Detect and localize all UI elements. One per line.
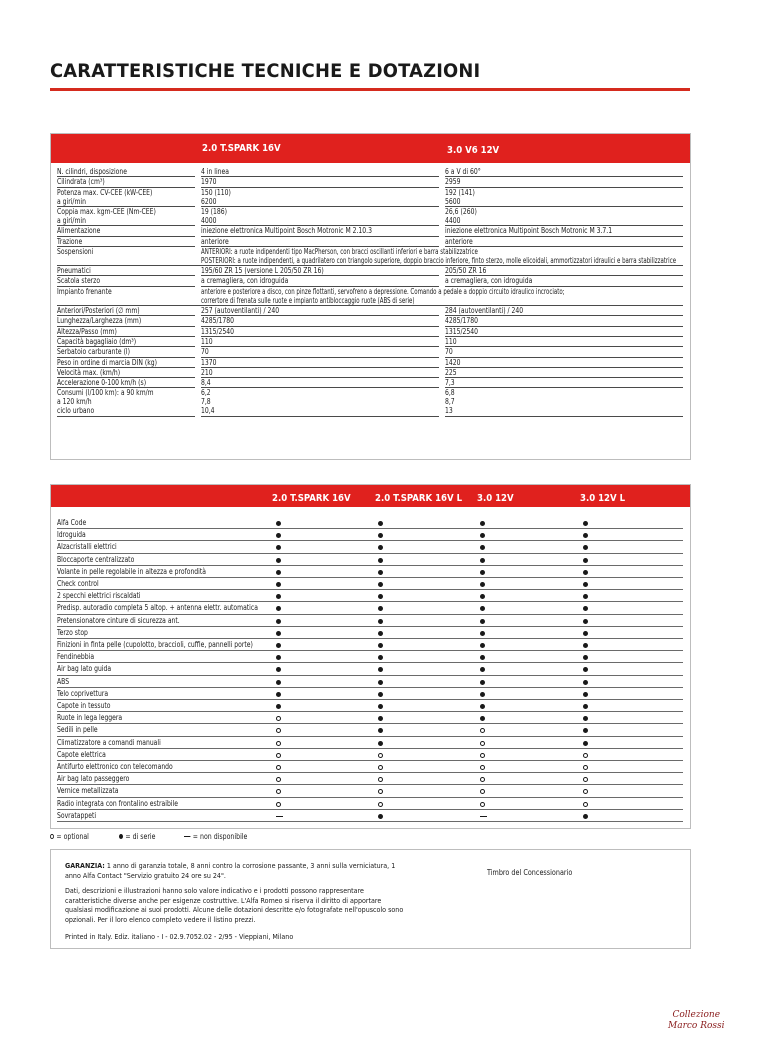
equip-row-rule — [57, 687, 683, 688]
optional-circle-icon — [276, 716, 281, 721]
tech-label-18-0: Consumi (l/100 km): a 90 km/m — [57, 388, 154, 398]
standard-dot-icon — [378, 643, 383, 648]
tech-v1-0-0: 4 in linea — [201, 167, 229, 176]
tech-row-rule — [201, 346, 439, 347]
standard-dot-icon — [276, 692, 281, 697]
tech-label-8-0: Scatola sterzo — [57, 276, 101, 286]
tech-v2-12-0: 1315/2540 — [445, 326, 479, 336]
tech-row-rule — [445, 346, 683, 347]
tech-row-rule — [201, 326, 439, 327]
equip-row-label: Air bag lato guida — [57, 664, 112, 674]
tech-col1-header: 2.0 T.SPARK 16V — [202, 143, 281, 154]
standard-dot-icon — [583, 814, 588, 819]
tech-v1-10-0: 257 (autoventilanti) / 240 — [201, 306, 280, 315]
standard-dot-icon — [378, 533, 383, 538]
equip-row-rule — [57, 772, 683, 773]
collection-line-2: Marco Rossi — [668, 1021, 725, 1031]
tech-label-6-0: Sospensioni — [57, 246, 94, 256]
equip-row-label: Volante in pelle regolabile in altezza e profondità — [57, 566, 206, 576]
tech-header-band — [51, 134, 690, 163]
optional-circle-icon — [480, 777, 485, 782]
equip-col2-header: 2.0 T.SPARK 16V L — [375, 493, 463, 504]
tech-row-rule — [201, 206, 439, 207]
standard-dot-icon — [480, 692, 485, 697]
tech-label-10-0: Anteriori/Posteriori (∅ mm) — [57, 306, 140, 315]
optional-circle-icon — [276, 728, 281, 733]
tech-row-rule — [201, 336, 439, 337]
legend-standard — [119, 832, 156, 841]
standard-dot-icon — [583, 692, 588, 697]
standard-dot-icon — [276, 680, 281, 685]
optional-circle-icon — [276, 753, 281, 758]
standard-dot-icon — [378, 814, 383, 819]
optional-circle-icon — [276, 789, 281, 794]
tech-row-rule — [201, 176, 439, 177]
equip-row-label: Capote elettrica — [57, 749, 106, 759]
tech-row-rule — [201, 187, 439, 188]
equip-row-label: Vernice metallizzata — [57, 786, 119, 796]
optional-circle-icon — [378, 789, 383, 794]
tech-label-5-0: Trazione — [57, 236, 83, 246]
tech-v1-5-0: anteriore — [201, 236, 229, 246]
legend-optional — [50, 832, 89, 841]
standard-dot-icon — [276, 582, 281, 587]
tech-v1-11-0: 4285/1780 — [201, 316, 235, 326]
optional-circle-icon — [480, 753, 485, 758]
standard-dot-icon — [583, 570, 588, 575]
standard-dot-icon — [480, 533, 485, 538]
tech-full-6-0: ANTERIORI: a ruote indipendenti tipo MacPherson, con bracci oscillanti inferiori e barra stabilizzatrice — [201, 246, 478, 256]
standard-dot-icon — [583, 582, 588, 587]
equip-row-label: Air bag lato passeggero — [57, 774, 130, 784]
equip-row-label: Sedili in pelle — [57, 725, 98, 735]
equip-row-label: Sovratappeti — [57, 810, 97, 820]
standard-dot-icon — [583, 667, 588, 672]
tech-row-rule — [201, 357, 439, 358]
legend-na — [184, 832, 247, 841]
standard-dot-icon — [583, 716, 588, 721]
tech-v1-7-0: 195/60 ZR 15 (versione L 205/50 ZR 16) — [201, 266, 324, 276]
standard-dot-icon — [378, 606, 383, 611]
tech-label-9-0: Impianto frenante — [57, 286, 112, 296]
equip-row-label: Idroguida — [57, 530, 86, 540]
standard-dot-icon — [276, 545, 281, 550]
equip-row-label: Fendinebbia — [57, 652, 95, 662]
tech-row-rule — [201, 416, 439, 417]
equip-row-rule — [57, 736, 683, 737]
standard-dot-icon — [583, 619, 588, 624]
equip-row-rule — [57, 577, 683, 578]
collection-line-1: Collezione — [672, 1010, 721, 1020]
standard-dot-icon — [480, 643, 485, 648]
equip-row-label: Radio integrata con frontalino estraibile — [57, 798, 178, 808]
standard-dot-icon — [480, 582, 485, 587]
standard-dot-icon — [276, 606, 281, 611]
equip-row-rule — [57, 675, 683, 676]
standard-dot-icon — [583, 606, 588, 611]
tech-label-15-0: Peso in ordine di marcia DIN (kg) — [57, 357, 157, 367]
tech-label-18-2: ciclo urbano — [57, 406, 95, 416]
standard-dot-icon — [583, 728, 588, 733]
standard-dot-icon — [583, 741, 588, 746]
standard-dot-icon — [480, 704, 485, 709]
equip-col1-header: 2.0 T.SPARK 16V — [272, 493, 351, 504]
tech-row-rule — [445, 336, 683, 337]
equip-row-rule — [57, 760, 683, 761]
tech-v2-3-1: 4400 — [445, 215, 461, 225]
equip-row-rule — [57, 821, 683, 822]
standard-dot-icon — [480, 716, 485, 721]
title-rule — [50, 88, 690, 91]
equip-row-rule — [57, 699, 683, 700]
equip-col4-header: 3.0 12V L — [580, 493, 626, 504]
equip-row-rule — [57, 626, 683, 627]
equip-row-rule — [57, 638, 683, 639]
tech-v1-16-0: 210 — [201, 367, 213, 377]
tech-row-rule — [445, 357, 683, 358]
tech-v1-8-0: a cremagliera, con idroguida — [201, 276, 289, 286]
standard-dot-icon — [480, 655, 485, 660]
standard-dot-icon — [583, 545, 588, 550]
tech-label-3-0: Coppia max. kgm-CEE (Nm-CEE) — [57, 206, 156, 216]
tech-label-12-0: Altezza/Passo (mm) — [57, 326, 117, 336]
optional-circle-icon — [583, 789, 588, 794]
not-available-dash-icon — [480, 816, 487, 817]
tech-v1-4-0: iniezione elettronica Multipoint Bosch Motronic M 2.10.3 — [201, 226, 372, 236]
standard-dot-icon — [378, 570, 383, 575]
page-title: CARATTERISTICHE TECNICHE E DOTAZIONI — [50, 60, 481, 82]
tech-full-9-0: anteriore e posteriore a disco, con pinze flottanti, servofreno a depressione. Comando a pedale a doppio circuito idraulico incrociato; — [201, 286, 565, 296]
standard-dot-icon — [583, 558, 588, 563]
tech-row-rule — [445, 377, 683, 378]
tech-v2-2-1: 5600 — [445, 196, 461, 206]
tech-v2-10-0: 284 (autoventilanti) / 240 — [445, 306, 524, 315]
optional-circle-icon — [480, 765, 485, 770]
warranty-box — [50, 849, 691, 949]
standard-dot-icon — [276, 570, 281, 575]
optional-symbol-icon — [50, 834, 54, 839]
tech-label-14-0: Serbatoio carburante (l) — [57, 347, 131, 357]
tech-v2-16-0: 225 — [445, 367, 457, 377]
standard-symbol-icon — [119, 834, 123, 839]
equip-header-band — [51, 485, 690, 507]
tech-row-rule — [201, 377, 439, 378]
optional-circle-icon — [583, 802, 588, 807]
standard-dot-icon — [583, 643, 588, 648]
equip-row-label: Pretensionatore cinture di sicurezza ant. — [57, 615, 180, 625]
warranty-heading: GARANZIA: — [65, 861, 105, 870]
standard-dot-icon — [378, 741, 383, 746]
tech-label-17-0: Accelerazione 0-100 km/h (s) — [57, 378, 147, 388]
tech-label-3-1: a giri/min — [57, 215, 86, 225]
equip-row-rule — [57, 662, 683, 663]
optional-circle-icon — [480, 728, 485, 733]
optional-circle-icon — [276, 802, 281, 807]
equip-row-rule — [57, 528, 683, 529]
standard-dot-icon — [378, 667, 383, 672]
equip-row-rule — [57, 553, 683, 554]
standard-dot-icon — [378, 728, 383, 733]
equip-row-label: Antifurto elettronico con telecomando — [57, 762, 173, 771]
not-available-symbol-icon — [184, 836, 190, 837]
equipment-table — [50, 484, 691, 829]
tech-v2-4-0: iniezione elettronica Multipoint Bosch Motronic M 3.7.1 — [445, 226, 613, 236]
tech-v2-18-2: 13 — [445, 406, 453, 416]
equip-row-label: 2 specchi elettrici riscaldati — [57, 591, 141, 601]
standard-dot-icon — [378, 558, 383, 563]
tech-label-13-0: Capacità bagagliaio (dm³) — [57, 336, 137, 346]
standard-dot-icon — [583, 655, 588, 660]
optional-circle-icon — [378, 802, 383, 807]
standard-dot-icon — [480, 631, 485, 636]
equip-row-rule — [57, 589, 683, 590]
optional-circle-icon — [583, 753, 588, 758]
standard-dot-icon — [480, 680, 485, 685]
standard-dot-icon — [378, 716, 383, 721]
tech-v1-2-1: 6200 — [201, 196, 217, 206]
standard-dot-icon — [276, 667, 281, 672]
optional-circle-icon — [378, 753, 383, 758]
tech-row-rule — [57, 265, 683, 266]
standard-dot-icon — [276, 643, 281, 648]
tech-label-16-0: Velocità max. (km/h) — [57, 367, 121, 377]
tech-row-rule — [201, 367, 439, 368]
standard-dot-icon — [378, 692, 383, 697]
tech-label-11-0: Lunghezza/Larghezza (mm) — [57, 316, 142, 326]
tech-v1-14-0: 70 — [201, 347, 209, 357]
equip-row-rule — [57, 711, 683, 712]
tech-v1-18-0: 6,2 — [201, 388, 211, 398]
tech-col2-header: 3.0 V6 12V — [447, 145, 500, 156]
tech-full-6-1: POSTERIORI: a ruote indipendenti, a quadrilatero con triangolo superiore, doppio braccio inferiore, finto sterzo, molle elicoidali, ammortizzatori idraulici e barra stabilizzatrice — [201, 255, 677, 265]
optional-circle-icon — [276, 777, 281, 782]
standard-dot-icon — [276, 619, 281, 624]
tech-row-rule — [445, 387, 683, 388]
standard-dot-icon — [583, 521, 588, 526]
equip-row-rule — [57, 723, 683, 724]
tech-label-0-0: N. cilindri, disposizione — [57, 167, 127, 176]
optional-circle-icon — [378, 765, 383, 770]
tech-row-rule — [201, 236, 439, 237]
standard-dot-icon — [583, 594, 588, 599]
equip-row-label: Ruote in lega leggera — [57, 713, 123, 723]
tech-v2-3-0: 26,6 (260) — [445, 206, 477, 216]
equip-row-label: Alzacristalli elettrici — [57, 542, 117, 552]
tech-v2-15-0: 1420 — [445, 357, 461, 367]
equip-row-rule — [57, 784, 683, 785]
tech-label-1-0: Cilindrata (cm³) — [57, 177, 105, 187]
standard-dot-icon — [276, 704, 281, 709]
standard-dot-icon — [276, 558, 281, 563]
tech-v1-13-0: 110 — [201, 336, 213, 346]
equip-row-label: Check control — [57, 579, 99, 588]
optional-circle-icon — [583, 777, 588, 782]
optional-circle-icon — [480, 789, 485, 794]
equip-row-rule — [57, 601, 683, 602]
legend-optional-text: = optional — [56, 832, 89, 841]
equip-row-label: Capote in tessuto — [57, 701, 111, 710]
standard-dot-icon — [276, 655, 281, 660]
standard-dot-icon — [378, 655, 383, 660]
optional-circle-icon — [480, 802, 485, 807]
tech-specs-table — [50, 133, 691, 460]
standard-dot-icon — [480, 594, 485, 599]
equip-row-rule — [57, 540, 683, 541]
standard-dot-icon — [378, 704, 383, 709]
standard-dot-icon — [480, 667, 485, 672]
standard-dot-icon — [480, 570, 485, 575]
tech-row-rule — [445, 246, 683, 247]
standard-dot-icon — [276, 521, 281, 526]
standard-dot-icon — [480, 521, 485, 526]
tech-v2-11-0: 4285/1780 — [445, 316, 479, 326]
standard-dot-icon — [276, 594, 281, 599]
tech-row-rule — [445, 326, 683, 327]
tech-v2-17-0: 7,3 — [445, 378, 455, 388]
tech-v2-2-0: 192 (141) — [445, 187, 475, 197]
equip-row-rule — [57, 565, 683, 566]
not-available-dash-icon — [276, 816, 283, 817]
tech-v2-8-0: a cremagliera, con idroguida — [445, 276, 533, 286]
print-info: Printed in Italy. Ediz. italiano - I - 02.9.7052.02 - 2/95 - Vieppiani, Milano — [65, 932, 294, 941]
standard-dot-icon — [378, 619, 383, 624]
tech-v1-18-1: 7,8 — [201, 397, 211, 407]
tech-row-rule — [445, 315, 683, 316]
optional-circle-icon — [276, 765, 281, 770]
standard-dot-icon — [378, 582, 383, 587]
standard-dot-icon — [378, 594, 383, 599]
legend-standard-text: = di serie — [125, 832, 156, 841]
tech-row-rule — [57, 416, 195, 417]
optional-circle-icon — [378, 777, 383, 782]
tech-row-rule — [445, 187, 683, 188]
dealer-stamp-label: Timbro del Concessionario — [487, 868, 573, 877]
equip-row-label: Telo coprivettura — [57, 688, 109, 698]
tech-v1-1-0: 1970 — [201, 177, 217, 187]
standard-dot-icon — [378, 521, 383, 526]
standard-dot-icon — [276, 533, 281, 538]
tech-row-rule — [445, 206, 683, 207]
tech-v1-12-0: 1315/2540 — [201, 326, 235, 336]
collection-signature — [668, 1010, 725, 1032]
tech-full-9-1: corrertore di frenata sulle ruote e impianto antibloccaggio ruote (ABS di serie) — [201, 295, 415, 305]
optional-circle-icon — [480, 741, 485, 746]
equip-row-label: ABS — [57, 676, 70, 686]
warranty-paragraph — [65, 861, 409, 880]
equip-row-label: Bloccaporte centralizzato — [57, 554, 135, 564]
optional-circle-icon — [276, 741, 281, 746]
tech-v2-18-0: 6,8 — [445, 388, 455, 398]
equip-row-rule — [57, 748, 683, 749]
equip-row-rule — [57, 797, 683, 798]
standard-dot-icon — [583, 680, 588, 685]
equip-col3-header: 3.0 12V — [477, 493, 514, 504]
tech-label-2-0: Potenza max. CV-CEE (kW-CEE) — [57, 187, 153, 197]
tech-v1-2-0: 150 (110) — [201, 187, 231, 197]
standard-dot-icon — [583, 631, 588, 636]
legend-na-text: = non disponibile — [192, 832, 248, 841]
tech-v2-5-0: anteriore — [445, 236, 473, 246]
tech-v1-3-0: 19 (186) — [201, 206, 228, 216]
tech-row-rule — [445, 176, 683, 177]
tech-label-7-0: Pneumatici — [57, 266, 91, 276]
standard-dot-icon — [480, 619, 485, 624]
optional-circle-icon — [583, 765, 588, 770]
tech-row-rule — [201, 387, 439, 388]
tech-v2-0-0: 6 a V di 60° — [445, 167, 481, 176]
tech-row-rule — [445, 367, 683, 368]
equip-row-rule — [57, 809, 683, 810]
equip-row-label: Predisp. autoradio completa 5 altop. + antenna elettr. automatica — [57, 603, 258, 613]
tech-v1-15-0: 1370 — [201, 357, 217, 367]
tech-v2-7-0: 205/50 ZR 16 — [445, 266, 487, 276]
equip-row-rule — [57, 614, 683, 615]
disclaimer-text: Dati, descrizioni e illustrazioni hanno solo valore indicativo e i prodotti possono rappresentare caratteristiche diverse anche per esigenze costruttive. L'Alfa Romeo si riserva il diritto di apportare qualsiasi modificazione ai suoi prodotti. Alcune delle dotazioni descritte e/o fotografate nell'opuscolo sono opzionali. Per il loro elenco completo vedere il listino prezzi. — [65, 886, 404, 924]
tech-v2-14-0: 70 — [445, 347, 453, 357]
tech-v2-18-1: 8,7 — [445, 397, 455, 407]
equip-row-label: Terzo stop — [57, 627, 88, 637]
tech-row-rule — [445, 416, 683, 417]
warranty-text: 1 anno di garanzia totale, 8 anni contro la corrosione passante, 3 anni sulla verniciatura, 1 anno Alfa Contact "Servizio gratuito 24 ore su 24". — [65, 861, 396, 880]
equip-row-label: Alfa Code — [57, 518, 87, 527]
equip-row-label: Finizioni in finta pelle (cupolotto, braccioli, cuffie, pannelli porte) — [57, 640, 253, 649]
tech-label-4-0: Alimentazione — [57, 226, 101, 236]
tech-v1-3-1: 4000 — [201, 215, 217, 225]
standard-dot-icon — [583, 533, 588, 538]
equip-row-label: Climatizzatore a comandi manuali — [57, 737, 161, 747]
tech-label-18-1: a 120 km/h — [57, 397, 92, 407]
tech-v2-13-0: 110 — [445, 336, 457, 346]
tech-row-rule — [57, 305, 683, 306]
equip-row-rule — [57, 650, 683, 651]
tech-v2-1-0: 2959 — [445, 177, 461, 187]
standard-dot-icon — [480, 545, 485, 550]
standard-dot-icon — [480, 558, 485, 563]
standard-dot-icon — [378, 680, 383, 685]
tech-label-2-1: a giri/min — [57, 196, 86, 206]
standard-dot-icon — [276, 631, 281, 636]
standard-dot-icon — [583, 704, 588, 709]
tech-row-rule — [445, 236, 683, 237]
tech-row-rule — [201, 315, 439, 316]
standard-dot-icon — [378, 545, 383, 550]
tech-v1-17-0: 8,4 — [201, 378, 211, 388]
standard-dot-icon — [378, 631, 383, 636]
tech-v1-18-2: 10,4 — [201, 406, 215, 416]
standard-dot-icon — [480, 606, 485, 611]
